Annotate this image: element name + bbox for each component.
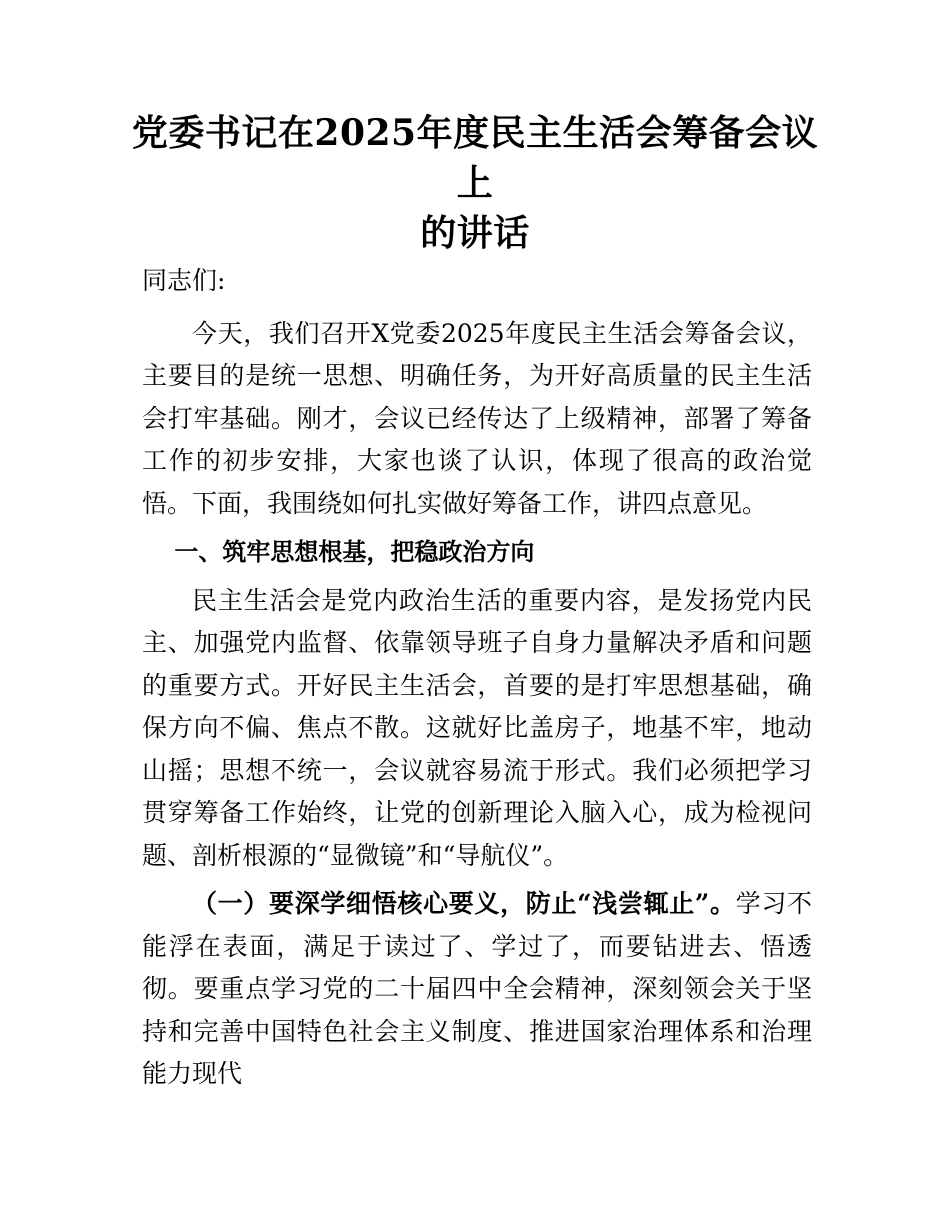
subsection-1-text: 学习不能浮在表面，满足于读过了、学过了，而要钻进去、悟透彻。要重点学习党的二十届四中全会精神，深刻领会关于坚持和完善中国特色社会主义制度、推进国家治理体系和治理能力现代 xyxy=(142,889,812,1088)
intro-paragraph: 今天，我们召开X党委2025年度民主生活会筹备会议，主要目的是统一思想、明确任务，为开好高质量的民主生活会打牢基础。刚才，会议已经传达了上级精神，部署了筹备工作的初步安排，大家也谈了认识，体现了很高的政治觉悟。下面，我围绕如何扎实做好筹备工作，讲四点意见。 xyxy=(142,318,812,518)
greeting: 同志们: xyxy=(142,266,226,295)
subsection-1-lead: （一）要深学细悟核心要义，防止“浅尝辄止”。 xyxy=(192,889,736,918)
section-1-heading: 一、筑牢思想根基，把稳政治方向 xyxy=(174,538,535,566)
document-title xyxy=(130,108,820,258)
subsection-1-paragraph xyxy=(142,883,812,1096)
section-1-paragraph: 民主生活会是党内政治生活的重要内容，是发扬党内民主、加强党内监督、依靠领导班子自身力量解决矛盾和问题的重要方式。开好民主生活会，首要的是打牢思想基础，确保方向不偏、焦点不散。这就好比盖房子，地基不牢，地动山摇；思想不统一，会议就容易流于形式。我们必须把学习贯穿筹备工作始终，让党的创新理论入脑入心，成为检视问题、剖析根源的“显微镜”和“导航仪”。 xyxy=(142,585,812,870)
document-body xyxy=(142,260,812,1102)
title-line-2: 的讲话 xyxy=(420,212,530,254)
title-line-1: 党委书记在2025年度民主生活会筹备会议上 xyxy=(131,112,819,204)
